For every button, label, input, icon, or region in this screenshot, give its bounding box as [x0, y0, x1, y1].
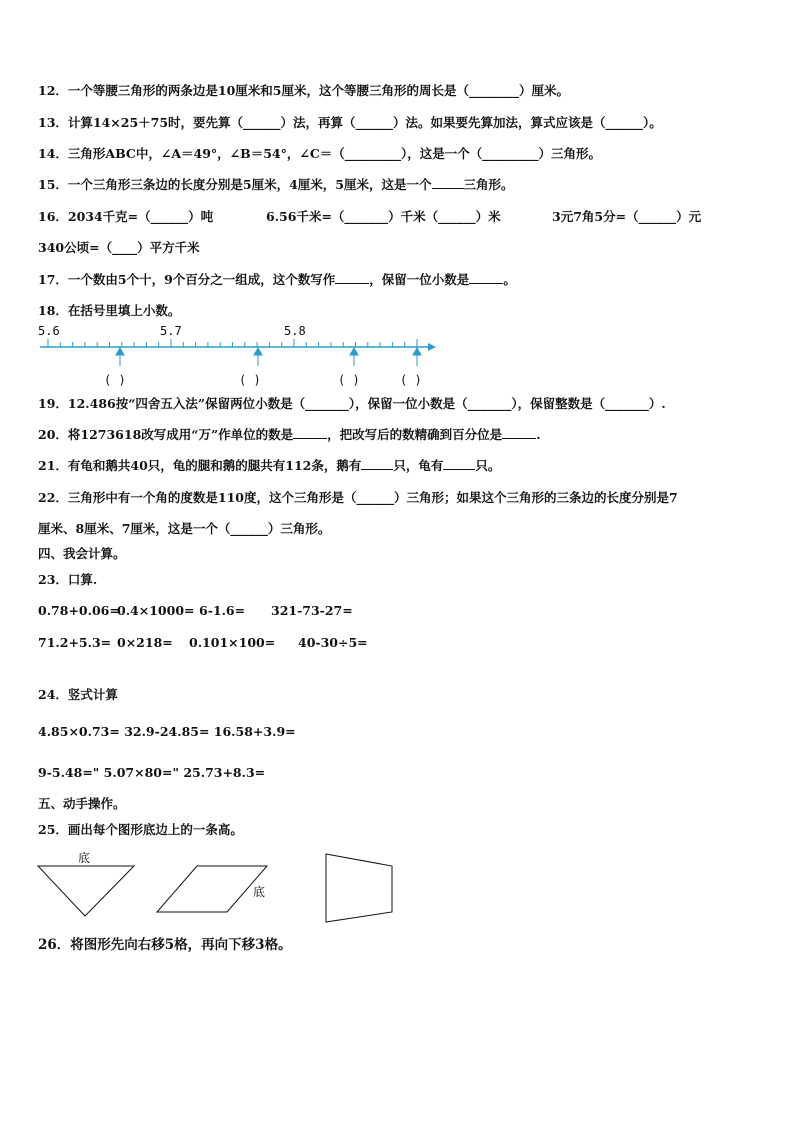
inverted-triangle — [38, 866, 134, 916]
question-17 — [38, 272, 516, 288]
arrow-head-icon — [428, 343, 436, 351]
up-arrow-icon — [350, 348, 358, 355]
tick-label: 5.6 — [38, 324, 60, 338]
question-21 — [38, 458, 500, 474]
question-18: 18．在括号里填上小数。 — [38, 303, 181, 318]
section-4-heading: 四、我会计算。 — [38, 546, 126, 561]
question-20-end: . — [536, 427, 541, 442]
mental-math-item: 321-73-27= — [271, 603, 353, 618]
question-17-middle: ，保留一位小数是 — [369, 272, 470, 287]
question-21-text: 21．有龟和鹅共40只，龟的腿和鹅的腿共有112条，鹅有 — [38, 458, 362, 473]
question-15-suffix: 三角形。 — [463, 177, 514, 192]
number-line-ticks — [48, 339, 417, 347]
question-12: 12．一个等腰三角形的两条边是10厘米和5厘米，这个等腰三角形的周长是（________）厘米。 — [38, 83, 569, 98]
question-16-part-c: 3元7角5分=（______）元 — [552, 209, 702, 224]
mental-math-item: 6-1.6= — [199, 603, 246, 618]
question-16-part-d: 340公顷=（____）平方千米 — [38, 240, 200, 255]
mental-math-item: 0.101×100= — [189, 635, 276, 650]
answer-blank[interactable] — [502, 428, 536, 439]
base-label: 底 — [78, 851, 91, 865]
mental-math-item: 0.78+0.06= — [38, 603, 120, 618]
question-16 — [38, 209, 213, 225]
number-line — [30, 322, 440, 392]
question-22-line-2: 厘米、8厘米、7厘米，这是一个（______）三角形。 — [38, 521, 331, 536]
up-arrow-icon — [116, 348, 124, 355]
mental-math-item: 40-30÷5= — [298, 635, 368, 650]
answer-bracket[interactable]: ( ) — [104, 373, 126, 387]
parallelogram — [157, 866, 267, 912]
tick-label: 5.7 — [160, 324, 182, 338]
answer-bracket[interactable]: ( ) — [338, 373, 360, 387]
answer-bracket[interactable]: ( ) — [239, 373, 261, 387]
section-5-heading: 五、动手操作。 — [38, 796, 126, 811]
answer-blank[interactable] — [293, 428, 327, 439]
trapezoid — [326, 854, 392, 922]
question-20-middle: ，把改写后的数精确到百分位是 — [327, 427, 503, 442]
question-22-line-1: 22．三角形中有一个角的度数是110度，这个三角形是（______）三角形；如果这个三角形的三条边的长度分别是7 — [38, 490, 678, 505]
question-14: 14．三角形ABC中，∠A＝49°，∠B＝54°，∠C＝（_________），这是一个（_________）三角形。 — [38, 146, 602, 161]
question-16-part-a: 16．2034千克=（______）吨 — [38, 209, 214, 224]
question-26: 26．将图形先向右移5格，再向下移3格。 — [38, 937, 292, 953]
column-calc-row-2: 9-5.48=" 5.07×80=" 25.73+8.3= — [38, 765, 266, 780]
answer-bracket[interactable]: ( ) — [400, 373, 422, 387]
mental-math-item: 71.2+5.3= — [38, 635, 112, 650]
question-20-text: 20．将1273618改写成用“万”作单位的数是 — [38, 427, 294, 442]
question-21-middle: 只，龟有 — [393, 458, 444, 473]
tick-label: 5.8 — [284, 324, 306, 338]
answer-blank[interactable] — [469, 273, 503, 284]
shapes-figure — [30, 846, 410, 926]
question-15 — [38, 177, 514, 193]
mental-math-item: 0.4×1000= — [117, 603, 195, 618]
question-19: 19．12.486按“四舍五入法”保留两位小数是（_______），保留一位小数是（_______），保留整数是（_______）. — [38, 396, 666, 411]
column-calc-row-1: 4.85×0.73= 32.9-24.85= 16.58+3.9= — [38, 724, 296, 739]
up-arrow-icon — [413, 348, 421, 355]
question-17-text: 17．一个数由5个十，9个百分之一组成，这个数写作 — [38, 272, 336, 287]
question-16-part-b: 6.56千米=（_______）千米（______）米 — [266, 209, 501, 224]
question-13: 13．计算14×25＋75时，要先算（______）法，再算（______）法。如果要先算加法，算式应该是（______）。 — [38, 115, 662, 130]
answer-blank[interactable] — [443, 459, 475, 470]
question-23: 23．口算. — [38, 572, 98, 587]
answer-blank[interactable] — [361, 459, 393, 470]
answer-blank[interactable] — [335, 273, 369, 284]
base-label: 底 — [253, 885, 266, 899]
question-24: 24．竖式计算 — [38, 687, 118, 702]
answer-blank[interactable] — [432, 178, 464, 189]
question-20 — [38, 427, 541, 443]
up-arrow-icon — [254, 348, 262, 355]
question-25: 25．画出每个图形底边上的一条高。 — [38, 822, 243, 837]
question-17-end: 。 — [503, 272, 516, 287]
question-21-end: 只。 — [475, 458, 501, 473]
question-15-text: 15．一个三角形三条边的长度分别是5厘米，4厘米，5厘米，这是一个 — [38, 177, 432, 192]
mental-math-item: 0×218= — [117, 635, 173, 650]
